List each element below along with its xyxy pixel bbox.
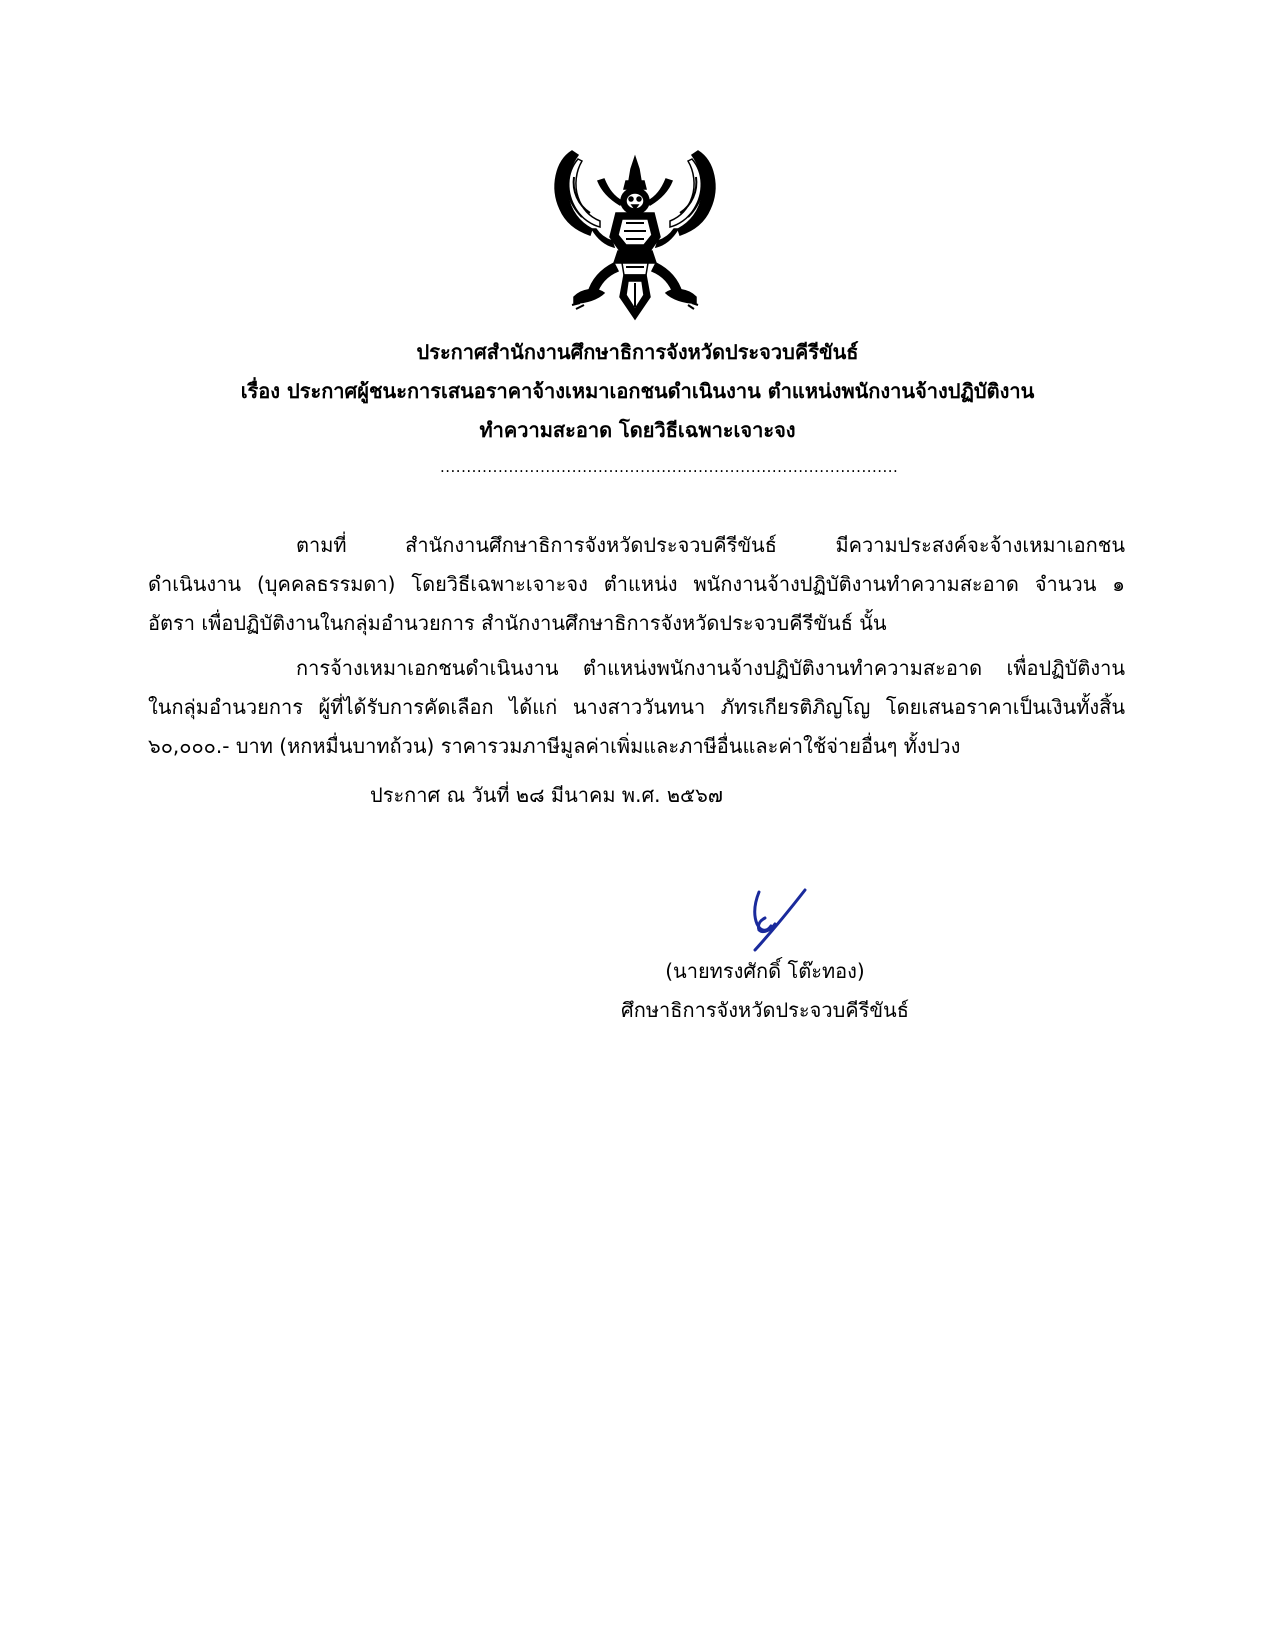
document-subject-continued: ทำความสะอาด โดยวิธีเฉพาะเจาะจง: [479, 418, 796, 442]
paragraph-1-line-2: ดำเนินงาน (บุคคลธรรมดา) โดยวิธีเฉพาะเจาะจง ตำแหน่ง พนักงานจ้างปฏิบัติงานทำความสะอาด จำนวน ๑: [148, 572, 1125, 596]
signatory-name: (นายทรงศักดิ์ โต๊ะทอง): [665, 959, 865, 983]
paragraph-2-line-2: ในกลุ่มอำนวยการ ผู้ที่ได้รับการคัดเลือก ได้แก่ นางสาววันทนา ภัทรเกียรติภิญโญ โดยเสนอราคาเป็นเงินทั้งสิ้น: [148, 695, 1125, 719]
title-separator: .......................................................................................: [440, 458, 899, 476]
paragraph-2-line-1: การจ้างเหมาเอกชนดำเนินงาน ตำแหน่งพนักงานจ้างปฏิบัติงานทำความสะอาด เพื่อปฏิบัติงาน: [296, 656, 1125, 680]
signatory-position: ศึกษาธิการจังหวัดประจวบคีรีขันธ์: [621, 998, 909, 1022]
announcement-date: ประกาศ ณ วันที่ ๒๘ มีนาคม พ.ศ. ๒๕๖๗: [370, 783, 723, 807]
handwritten-signature: [745, 888, 807, 952]
garuda-emblem-icon: [552, 147, 718, 323]
document-title: ประกาศสำนักงานศึกษาธิการจังหวัดประจวบคีรีขันธ์: [416, 340, 859, 364]
paragraph-1-line-3: อัตรา เพื่อปฏิบัติงานในกลุ่มอำนวยการ สำนักงานศึกษาธิการจังหวัดประจวบคีรีขันธ์ นั้น: [148, 611, 887, 635]
paragraph-1-line-1: ตามที่ สำนักงานศึกษาธิการจังหวัดประจวบคีรีขันธ์ มีความประสงค์จะจ้างเหมาเอกชน: [296, 533, 1125, 557]
paragraph-2-line-3: ๖๐,๐๐๐.- บาท (หกหมื่นบาทถ้วน) ราคารวมภาษีมูลค่าเพิ่มและภาษีอื่นและค่าใช้จ่ายอื่นๆ ทั้งปวง: [148, 734, 961, 758]
document-subject: เรื่อง ประกาศผู้ชนะการเสนอราคาจ้างเหมาเอกชนดำเนินงาน ตำแหน่งพนักงานจ้างปฏิบัติงาน: [240, 379, 1035, 403]
